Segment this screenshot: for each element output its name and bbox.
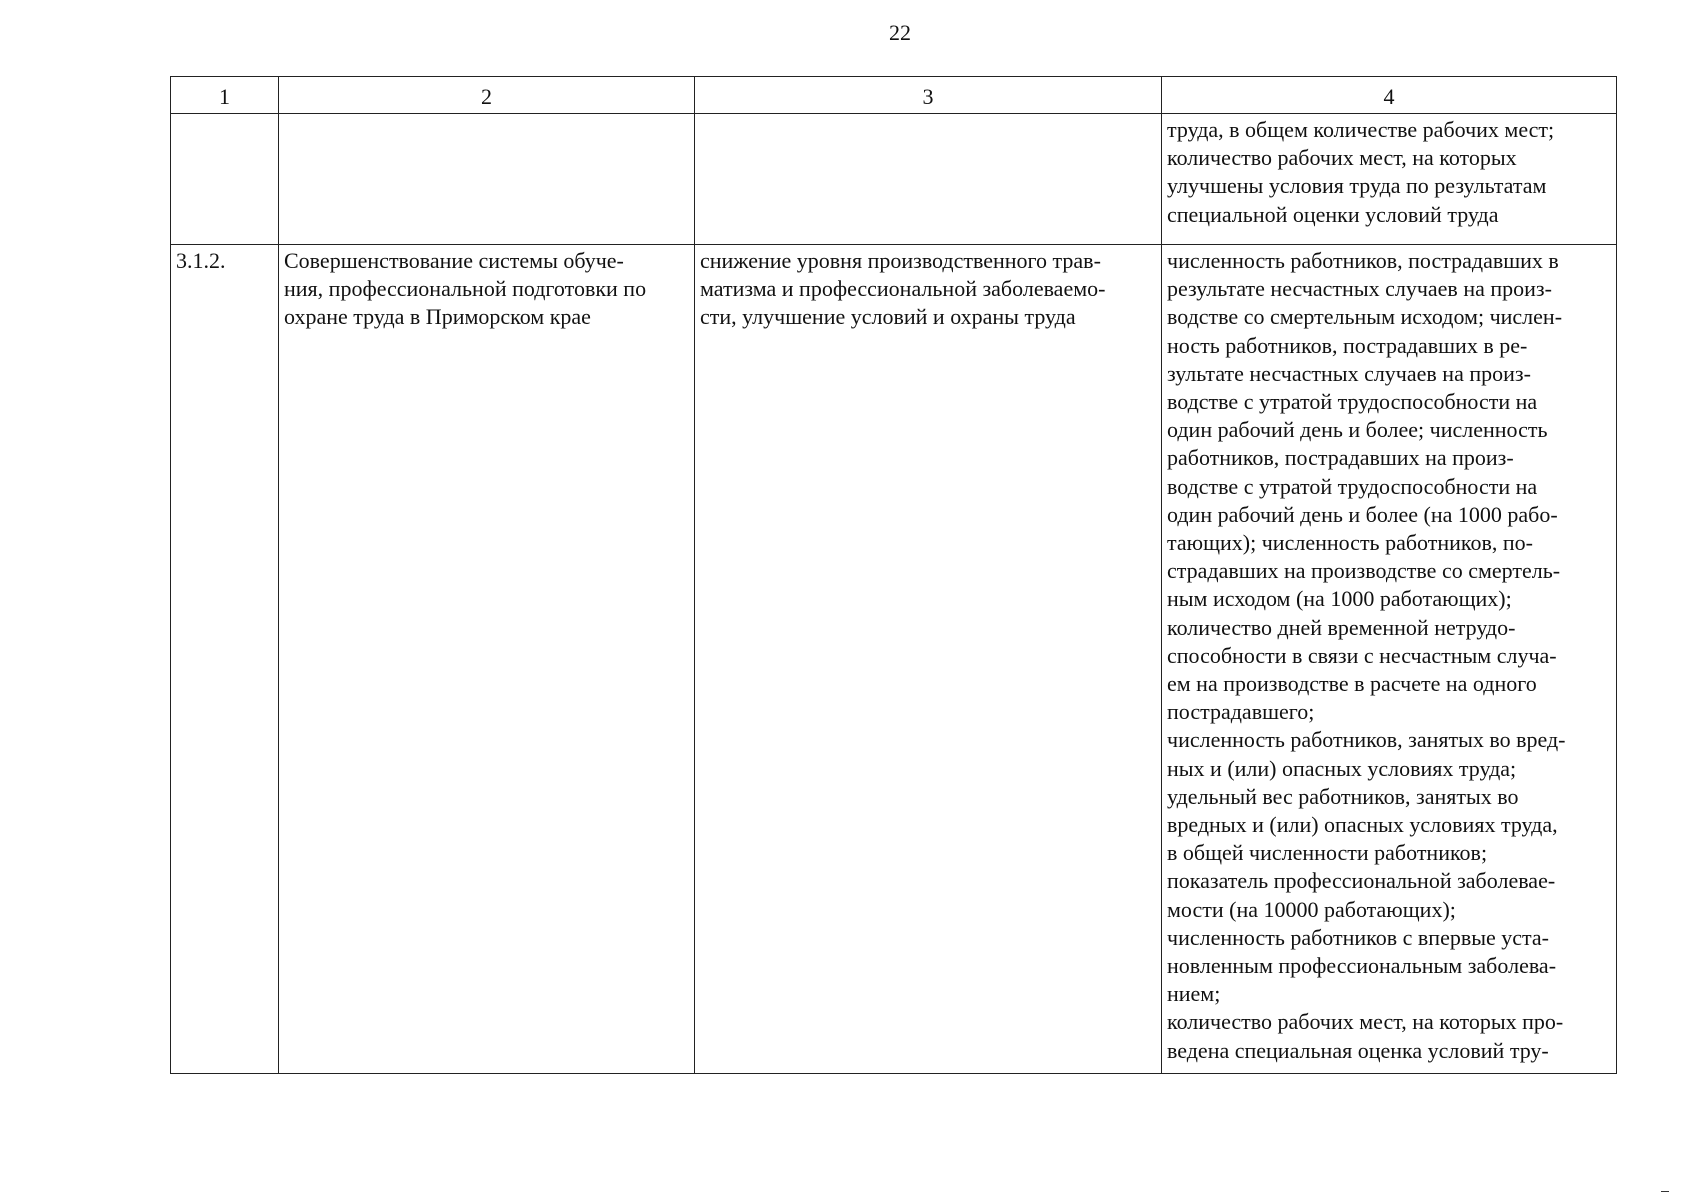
cell-number [171,245,279,1074]
scan-mark [1661,1191,1669,1192]
table-row-3-1-2 [171,245,1617,1074]
cell-indicators-text: труда, в общем количестве рабочих мест; количество рабочих мест, на которых улучшены условия труда по результатам специальной оценки условий труда [1167,117,1555,227]
page-number: 22 [889,20,911,45]
cell-activity-text: Совершенствование системы обуче- ния, профессиональной подготовки по охране труда в Приморском крае [284,248,647,330]
column-header-1: 1 [171,77,279,114]
document-table [170,76,1617,1074]
column-header-2: 2 [279,77,695,114]
cell-activity [279,245,695,1074]
cell-indicators [1162,114,1617,245]
cell-result [695,245,1162,1074]
column-header-3: 3 [695,77,1162,114]
cell-number-text: 3.1.2. [176,248,226,273]
column-header-4: 4 [1162,77,1617,114]
cell-result [695,114,1162,245]
cell-number [171,114,279,245]
cell-indicators-text: численность работников, пострадавших в результате несчастных случаев на произ- водстве со смертельным исходом; числен- ность работников, пострадавших в ре- зультате несчастных случаев на произ- водстве с утратой трудоспособности на один рабочий день и более; численность работников, пострадавших на произ- водстве с утратой трудоспособности на один рабочий день и более (на 1000 рабо- тающих); численность работников, по- страдавших на производстве со смертель- ным исходом (на 1000 работающих); количество дней временной нетрудо- способности в связи с несчастным случа- ем на производстве в расчете на одного пострадавшего; численность работников, занятых во вред- ных и (или) опасных условиях труда; удельный вес работников, занятых во вредных и (или) опасных условиях труда, в общей численности работников; показатель профессиональной заболевае- мости (на 10000 работающих); численность работников с впервые уста- новленным профессиональным заболева- нием; количество рабочих мест, на которых про- ведена специальная оценка условий тру- [1167,248,1566,1063]
cell-activity [279,114,695,245]
cell-result-text: снижение уровня производственного трав- матизма и профессиональной заболеваемо- сти, улучшение условий и охраны труда [700,248,1106,330]
table-row-continuation [171,114,1617,245]
table-header-row [171,77,1617,114]
cell-indicators [1162,245,1617,1074]
